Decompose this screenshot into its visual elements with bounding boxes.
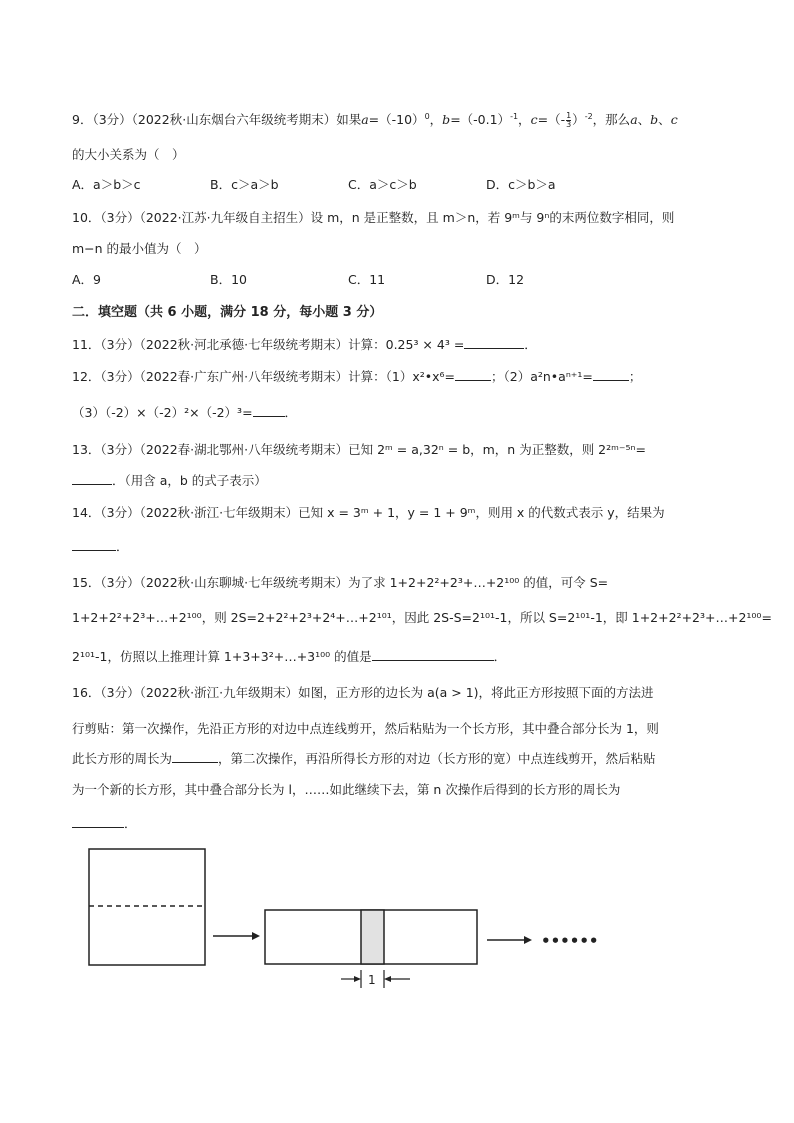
q9-option-d: D．c＞b＞a [486,177,556,192]
q16-line1: 16．（3分）（2022秋·浙江·九年级期末）如图，正方形的边长为 a(a > 1)，将此正方形按照下面的方法进 [72,685,654,700]
overlap-length-label: 1 [368,973,376,987]
q15-line1: 15．（3分）（2022秋·山东聊城·七年级统考期末）为了求 1+2+2²+2³+…+2¹⁰⁰ 的值，可令 S= [72,575,609,590]
q12-line2: （3）（-2）×（-2）²×（-2）³= ． [72,405,298,420]
q9-option-c: C．a＞c＞b [348,177,417,192]
overlap-region [361,910,384,964]
continuation-dots: •••••• [541,932,599,950]
q10-option-a: A．9 [72,272,102,287]
q9-b-exp: -1 [510,112,519,121]
q16-line2: 行剪贴：第一次操作，先沿正方形的对边中点连线剪开，然后粘贴为一个长方形，其中叠合部分长为 1，则 [72,721,659,736]
arrow-2-head [524,936,532,944]
arrow-1-head [252,932,260,940]
q16-line3-b: ，第二次操作，再沿所得长方形的对边（长方形的宽）中点连线剪开，然后粘贴 [218,751,656,766]
q15-text: 2¹⁰¹-1，仿照以上推理计算 1+3+3²+…+3¹⁰⁰ 的值是 [72,649,372,664]
q15-line3: 2¹⁰¹-1，仿照以上推理计算 1+3+3²+…+3¹⁰⁰ 的值是 ． [72,649,507,664]
q11-text: 11．（3分）（2022秋·河北承德·七年级统考期末）计算：0.25³ × 4³ = [72,337,465,352]
q10-option-c: C．11 [348,272,386,287]
q12-part1: 12．（3分）（2022春·广东广州·八年级统考期末）计算：（1）x²•x⁶= [72,369,455,384]
q9-c-num: 1 [566,111,572,121]
q13-note: ．（用含 a，b 的式子表示） [112,473,267,488]
q12-line1: 12．（3分）（2022春·广东广州·八年级统考期末）计算：（1）x²•x⁶= ；（2）a²n•aⁿ⁺¹= ； [72,369,642,384]
q9-option-a: A．a＞b＞c [72,177,141,192]
q9-c-exp: -2 [584,112,593,121]
q9-head: 9．（3分）（2022秋·山东烟台六年级统考期末）如果 [72,112,362,128]
q10-option-d: D．12 [486,272,525,287]
q9-option-b: B．c＞a＞b [210,177,279,192]
q11-line: 11．（3分）（2022秋·河北承德·七年级统考期末）计算：0.25³ × 4³ = ． [72,337,537,352]
q12-part3: （3）（-2）×（-2）²×（-2）³= [72,405,253,420]
q9-tail2: 的大小关系为（ ） [72,147,185,162]
q16-line3-a: 此长方形的周长为 [72,751,173,766]
square-shape [89,849,205,965]
q14-line2: ． [72,538,129,556]
q9-a-exp: 0 [424,112,430,121]
q9-tail: ，那么 [592,112,631,128]
q10-option-b: B．10 [210,272,247,287]
section-2-heading: 二．填空题（共 6 小题，满分 18 分，每小题 3 分） [72,305,383,320]
q14-line1: 14．（3分）（2022秋·浙江·七年级期末）已知 x = 3ᵐ + 1，y = 1 + 9ᵐ，则用 x 的代数式表示 y，结果为 [72,505,665,520]
q12-part2: ；（2）a²n•aⁿ⁺¹= [491,369,593,384]
q10-line2: m−n 的最小值为（ ） [72,241,207,256]
q9-c-den: 3 [566,120,572,130]
q16-line5: ． [72,815,137,833]
q15-line2: 1+2+2²+2³+…+2¹⁰⁰，则 2S=2+2²+2³+2⁴+…+2¹⁰¹，因此 2S-S=2¹⁰¹-1，所以 S=2¹⁰¹-1，即 1+2+2²+2³+…+2¹⁰⁰= [72,610,772,625]
q9-c-post: ） [572,112,585,128]
q9-line1: 9．（3分）（2022秋·山东烟台六年级统考期末）如果$a=(-10)^0$，$b=(-0.1)^{-1}$，c=（- $\frac{1}{3}$ ）$^{-2}$，那么a、b、c [72,111,678,130]
q13-line1: 13．（3分）（2022春·湖北鄂州·八年级统考期末）已知 2ᵐ = a,32ⁿ = b，m，n 为正整数，则 2²ᵐ⁻⁵ⁿ= [72,442,646,457]
dim-arrow-right-head [384,976,391,982]
dim-arrow-left-head [354,976,361,982]
q10-line1: 10．（3分）（2022·江苏·九年级自主招生）设 m，n 是正整数，且 m＞n，若 9ᵐ与 9ⁿ的末两位数字相同，则 [72,210,675,225]
q9-c-pre: （- [548,112,566,128]
q16-line4: 为一个新的长方形，其中叠合部分长为 l，……如此继续下去，第 n 次操作后得到的长方形的周长为 [72,782,621,797]
q9-a-expr: （-10） [379,112,425,128]
q9-b-expr: （-0.1） [460,112,511,128]
